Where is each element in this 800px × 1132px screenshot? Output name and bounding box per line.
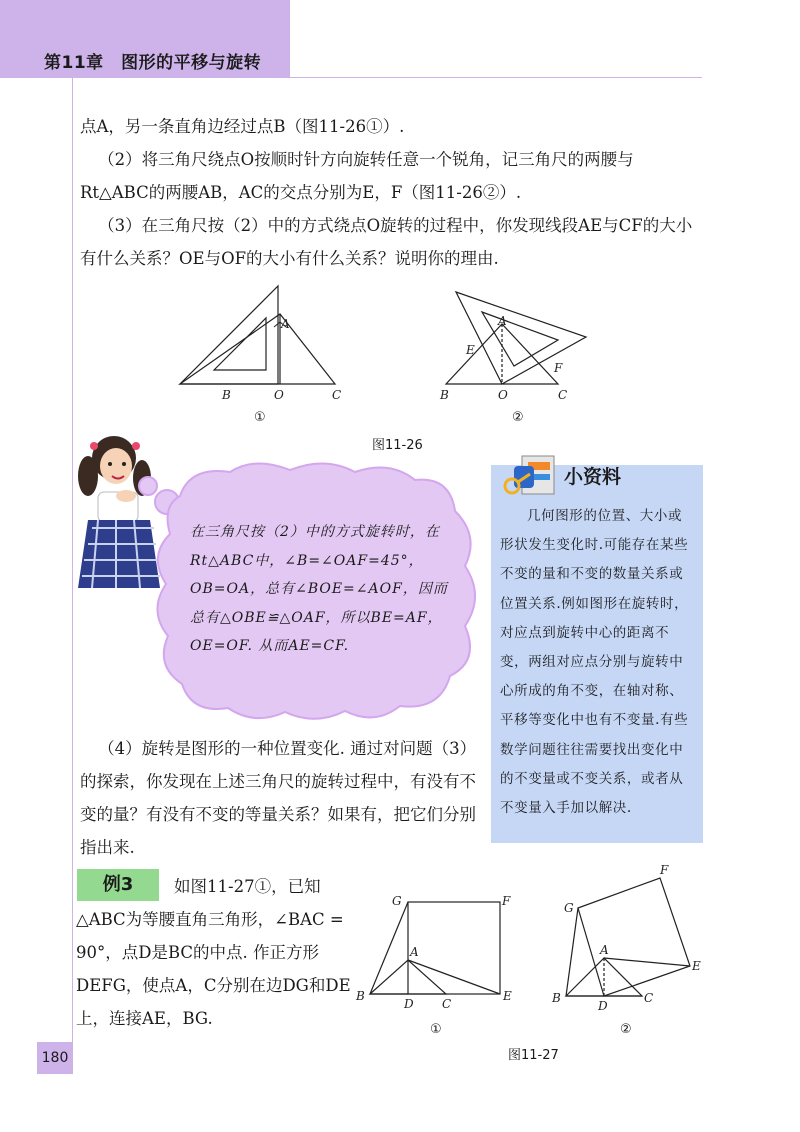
paragraph-1: 点A，另一条直角边经过点B（图11-26①）. [80, 117, 405, 136]
label-c: C [332, 388, 342, 402]
square-defg [578, 878, 690, 996]
label-b: B [440, 388, 449, 402]
label-e: E [692, 959, 701, 973]
figure-11-27-sub2: ② [620, 1022, 632, 1037]
label-c: C [644, 991, 654, 1005]
square-defg [408, 902, 500, 994]
label-a: A [410, 945, 419, 959]
paragraph-4: （4）旋转是图形的一种位置变化. 通过对问题（3）的探索，你发现在上述三角尺的旋转过程中，有没有不变的量？有没有不变的等量关系？如果有，把它们分别指出来. [80, 739, 476, 857]
figure-11-26-caption: 图11-26 [372, 438, 423, 453]
label-o: O [274, 388, 284, 402]
label-a: A [600, 943, 609, 957]
figure-11-26-2 [436, 282, 606, 407]
figure-11-27-2 [548, 862, 708, 1012]
label-o: O [498, 388, 508, 402]
paragraph-2: （2）将三角尺绕点O按顺时针方向旋转任意一个锐角，记三角尺的两腰与Rt△ABC的两腰AB，AC的交点分别为E，F（图11-26②）. [80, 150, 634, 202]
label-b: B [356, 989, 365, 1003]
rotated-set-square-inner [482, 312, 558, 366]
label-c: C [558, 388, 568, 402]
chapter-title: 第11章 图形的平移与旋转 [44, 53, 262, 73]
label-g: G [392, 894, 402, 908]
label-f: F [660, 863, 669, 877]
page-number: 180 [37, 1042, 73, 1074]
figure-11-27-sub1: ① [430, 1022, 442, 1037]
label-e: E [503, 989, 512, 1003]
label-g: G [564, 901, 574, 915]
figure-11-27-1 [352, 890, 524, 1012]
label-f: F [554, 361, 563, 375]
figure-11-26-1 [170, 282, 370, 407]
label-d: D [598, 999, 608, 1012]
segment-bg [566, 908, 578, 996]
label-e: E [466, 343, 475, 357]
label-b: B [222, 388, 231, 402]
bubble-text: 在三角尺按（2）中的方式旋转时，在Rt△ABC中，∠B=∠OAF=45°，OB=OA，总有∠BOE=∠AOF，因而总有△OBE≌△OAF，所以BE=AF，OE=OF. 从而AE=CF. [190, 524, 448, 654]
rotated-set-square-outer [456, 292, 586, 384]
set-square-outer [180, 286, 278, 384]
margin-rule [72, 78, 73, 1043]
figure-11-26-sub2: ② [512, 410, 524, 425]
paragraph-3: （3）在三角尺按（2）中的方式绕点O旋转的过程中，你发现线段AE与CF的大小有什么关系？OE与OF的大小有什么关系？说明你的理由. [80, 216, 693, 268]
set-square-inner [214, 318, 266, 370]
key-document-icon [500, 450, 560, 498]
label-d: D [404, 997, 414, 1011]
triangle-abc [180, 314, 335, 384]
chapter-header-band [0, 0, 290, 78]
note-body: 几何图形的位置、大小或形状发生变化时.可能存在某些不变的量和不变的数量关系或位置关系.例如图形在旋转时，对应点到旋转中心的距离不变，两组对应点分别与旋转中心所成的角不变，在轴对称、平移等变化中也有不变量.有些数学问题往往需要找出变化中的不变量或不变关系，或者从不变量入手加以解决. [500, 508, 689, 817]
example-text: 如图11-27①，已知△ABC为等腰直角三角形，∠BAC = 90°，点D是BC的中点. 作正方形DEFG，使点A，C分别在边DG和DE上，连接AE，BG. [76, 877, 351, 1028]
segment-ae [408, 960, 500, 994]
segment-bg [370, 902, 408, 994]
figure-11-27-caption: 图11-27 [508, 1048, 559, 1063]
label-f: F [502, 894, 511, 908]
label-a: A [498, 314, 507, 328]
example-badge: 例3 [77, 869, 159, 901]
label-a: A [281, 317, 290, 331]
figure-11-26-sub1: ① [254, 410, 266, 425]
segment-ae [604, 958, 690, 966]
note-title: 小资料 [564, 466, 622, 488]
header-rule [290, 77, 702, 78]
label-c: C [442, 997, 452, 1011]
label-b: B [552, 991, 561, 1005]
